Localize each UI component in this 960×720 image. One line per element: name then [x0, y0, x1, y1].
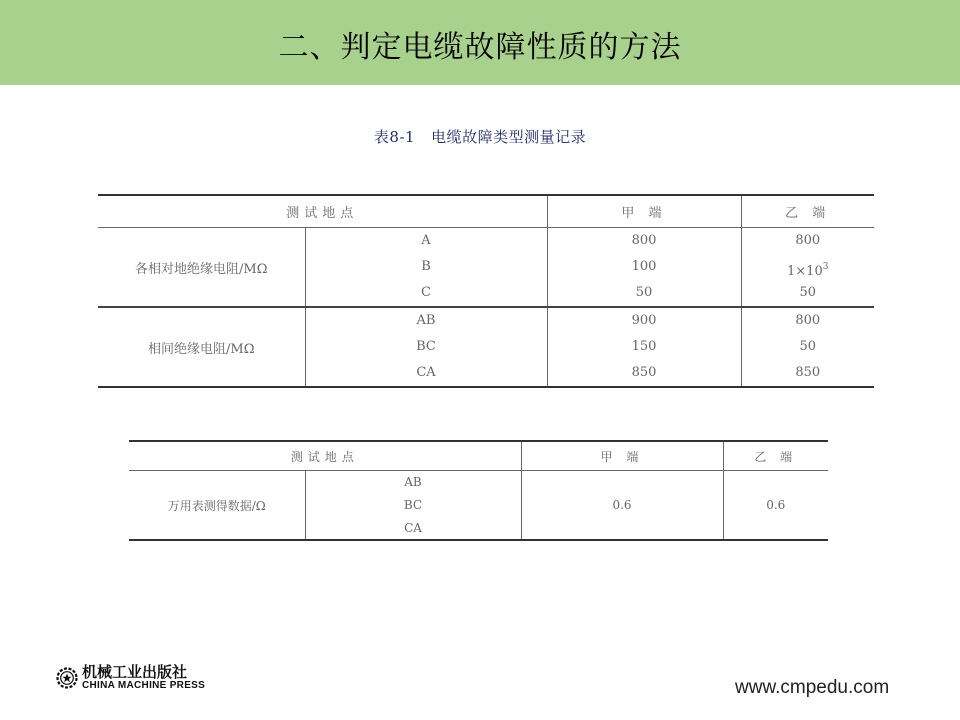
phase-cell: CA [416, 365, 436, 380]
table-caption-text: 电缆故障类型测量记录 [431, 128, 587, 146]
table-header-row [129, 441, 828, 471]
phase-cell: AB [416, 313, 436, 328]
value-cell [787, 256, 828, 278]
gear-star-icon [56, 667, 78, 689]
fault-record-table [98, 194, 874, 388]
value-cell: 150 [631, 339, 657, 354]
publisher-logo [56, 664, 205, 691]
header-end-a: 甲 端 [547, 195, 741, 228]
phase-cell: AB [404, 475, 422, 490]
value-cell: 900 [631, 313, 657, 328]
publisher-name-en: CHINA MACHINE PRESS [82, 680, 206, 691]
table-number: 表8-1 [373, 128, 416, 146]
end-a-value: 0.6 [521, 471, 723, 541]
value-cell: 850 [795, 365, 821, 380]
value-exponent: 3 [822, 262, 829, 272]
header-test-location: 测试地点 [129, 441, 521, 471]
value-cell: 850 [631, 365, 657, 380]
value-cell: 50 [635, 285, 653, 300]
header-bar [0, 0, 960, 85]
end-b-values [742, 228, 875, 306]
row-label-multimeter: 万用表测得数据/Ω [167, 498, 266, 513]
value-cell: 800 [631, 233, 657, 248]
table-row [98, 307, 874, 387]
phase-cell: BC [403, 497, 423, 512]
table-header-row [98, 195, 874, 228]
phase-cell: B [421, 259, 431, 274]
publisher-name-cn: 机械工业出版社 [82, 663, 188, 681]
multimeter-table [129, 440, 828, 541]
phase-cell: C [421, 285, 431, 300]
slide-title: 二、判定电缆故障性质的方法 [278, 30, 682, 65]
phase-list [306, 308, 547, 386]
value-cell: 800 [795, 233, 821, 248]
table-caption [0, 126, 960, 147]
phase-cell: BC [416, 339, 436, 354]
value-cell: 800 [795, 313, 821, 328]
header-end-b: 乙 端 [741, 195, 874, 228]
table-row [98, 228, 874, 308]
end-a-values [548, 228, 741, 306]
table-row [129, 471, 828, 541]
phase-cell: A [421, 233, 431, 248]
end-b-values [742, 308, 875, 386]
row-label-phase-insulation: 相间绝缘电阻/MΩ [98, 307, 305, 387]
end-b-value: 0.6 [723, 471, 828, 541]
end-a-values [548, 308, 741, 386]
value-mantissa: 1×10 [787, 264, 823, 279]
header-test-location: 测试地点 [98, 195, 547, 228]
value-cell: 50 [799, 339, 817, 354]
row-label-ground-insulation: 各相对地绝缘电阻/MΩ [135, 261, 268, 277]
phase-list [306, 228, 547, 306]
phase-cell: CA [404, 520, 422, 535]
value-cell: 50 [799, 285, 817, 300]
phase-list [306, 471, 521, 539]
website-url: www.cmpedu.com [735, 677, 890, 698]
header-end-a: 甲 端 [521, 441, 723, 471]
value-cell: 100 [631, 259, 657, 274]
header-end-b: 乙 端 [723, 441, 828, 471]
